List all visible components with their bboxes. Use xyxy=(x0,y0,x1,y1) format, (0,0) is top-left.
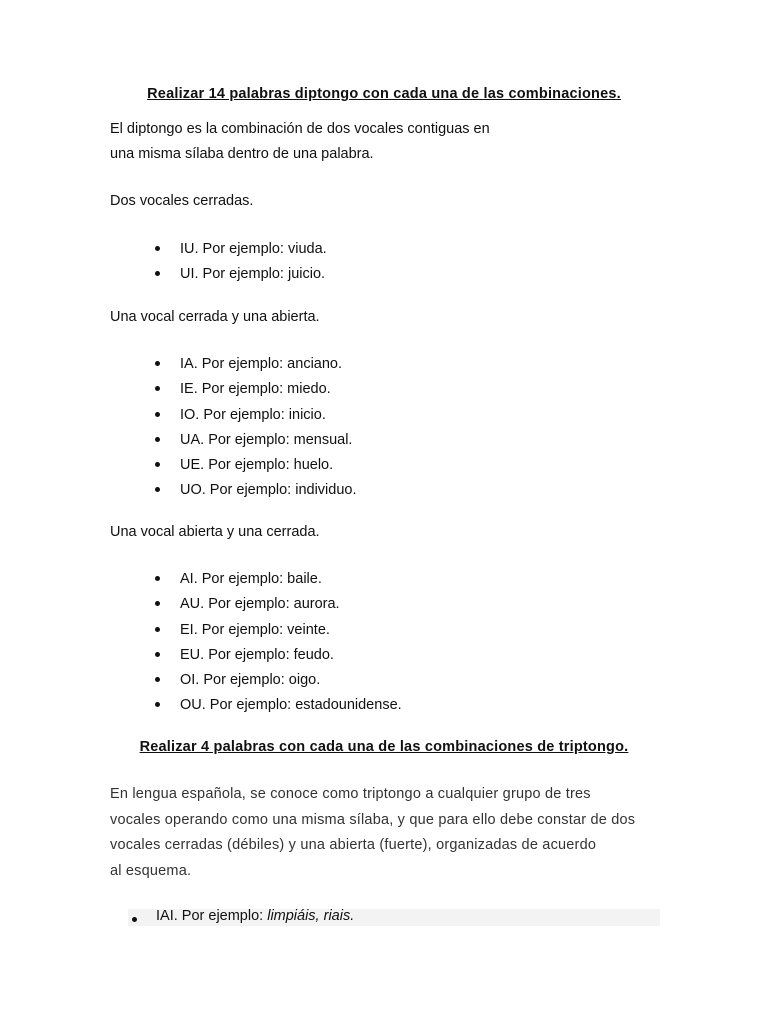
triptongo-list-item xyxy=(128,909,660,926)
triptongo-line: vocales operando como una misma sílaba, y que para ello debe constar de dos xyxy=(110,811,636,828)
intro-line: una misma sílaba dentro de una palabra. xyxy=(110,146,374,162)
bullet-icon xyxy=(155,462,160,467)
bullet-icon xyxy=(155,437,160,442)
bullet-icon xyxy=(155,487,160,492)
list-item: OU. Por ejemplo: estadounidense. xyxy=(155,694,402,719)
list-open-closed xyxy=(155,568,402,720)
section-heading-closed-open: Una vocal cerrada y una abierta. xyxy=(110,309,320,325)
page-title: Realizar 14 palabras diptongo con cada una de las combinaciones. xyxy=(147,86,621,102)
list-item: UE. Por ejemplo: huelo. xyxy=(155,454,357,479)
list-item: UI. Por ejemplo: juicio. xyxy=(155,263,327,288)
list-item: IO. Por ejemplo: inicio. xyxy=(155,404,357,429)
triptongo-line: vocales cerradas (débiles) y una abierta (fuerte), organizadas de acuerdo xyxy=(110,837,597,853)
bullet-icon xyxy=(155,412,160,417)
bullet-icon xyxy=(132,917,137,922)
list-item: EU. Por ejemplo: feudo. xyxy=(155,644,402,669)
triptongo-line: al esquema. xyxy=(110,862,192,879)
triptongo-paragraph xyxy=(110,782,635,884)
list-item: UA. Por ejemplo: mensual. xyxy=(155,429,357,454)
section-heading-closed: Dos vocales cerradas. xyxy=(110,193,254,209)
bullet-icon xyxy=(155,677,160,682)
triptongo-line: En lengua española, se conoce como triptongo a cualquier grupo de tres xyxy=(110,786,591,802)
list-item: AU. Por ejemplo: aurora. xyxy=(155,593,402,618)
list-item: UO. Por ejemplo: individuo. xyxy=(155,479,357,504)
intro-line: El diptongo es la combinación de dos vocales contiguas en xyxy=(110,121,490,137)
triptongo-item-text: IAI. Por ejemplo: limpiáis, riais. xyxy=(156,908,355,924)
bullet-icon xyxy=(155,246,160,251)
list-closed xyxy=(155,238,327,289)
list-item: AI. Por ejemplo: baile. xyxy=(155,568,402,593)
bullet-icon xyxy=(155,386,160,391)
bullet-icon xyxy=(155,361,160,366)
bullet-icon xyxy=(155,271,160,276)
bullet-icon xyxy=(155,576,160,581)
list-item: IU. Por ejemplo: viuda. xyxy=(155,238,327,263)
bullet-icon xyxy=(155,627,160,632)
list-item: OI. Por ejemplo: oigo. xyxy=(155,669,402,694)
list-item: IE. Por ejemplo: miedo. xyxy=(155,378,357,403)
bullet-icon xyxy=(155,601,160,606)
triptongo-example: limpiáis, riais. xyxy=(267,908,355,924)
intro-paragraph xyxy=(110,117,490,167)
list-closed-open xyxy=(155,353,357,505)
bullet-icon xyxy=(155,652,160,657)
list-item: EI. Por ejemplo: veinte. xyxy=(155,619,402,644)
list-item: IA. Por ejemplo: anciano. xyxy=(155,353,357,378)
section-title-triptongo: Realizar 4 palabras con cada una de las combinaciones de triptongo. xyxy=(139,739,629,755)
bullet-icon xyxy=(155,702,160,707)
section-heading-open-closed: Una vocal abierta y una cerrada. xyxy=(110,524,320,540)
